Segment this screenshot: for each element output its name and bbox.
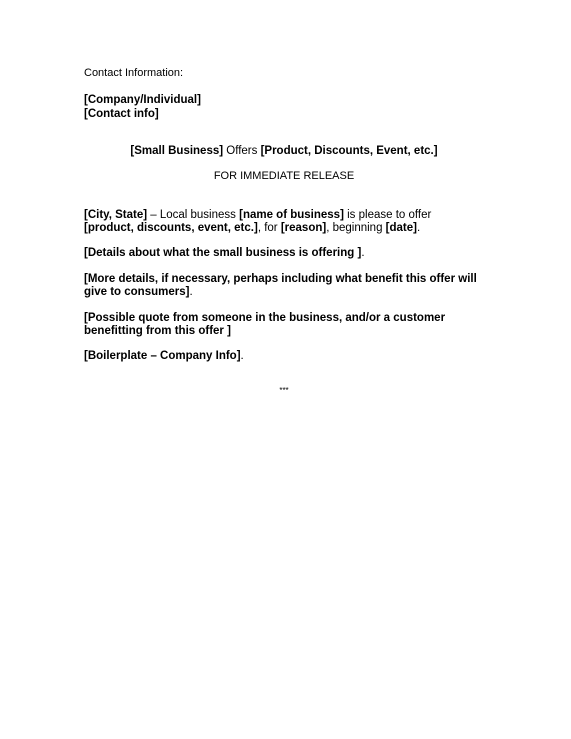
- end-marker: ***: [279, 386, 289, 395]
- intro-text-5: .: [416, 222, 421, 234]
- paragraph-quote: [84, 312, 484, 338]
- paragraph-details: [84, 247, 484, 260]
- contact-info-placeholder: [Contact info]: [84, 108, 159, 120]
- headline-offers: Offers: [223, 145, 261, 157]
- contact-block: [84, 93, 201, 121]
- headline-business: [Small Business]: [130, 145, 224, 157]
- headline-product: [Product, Discounts, Event, etc.]: [260, 145, 438, 157]
- quote-text: [Possible quote from someone in the business, and/or a customer benefitting from this offer ]: [84, 312, 446, 337]
- boilerplate-end: .: [240, 350, 244, 362]
- details-end: .: [361, 247, 365, 259]
- more-details-text: [More details, if necessary, perhaps including what benefit this offer will give to consumers]: [84, 273, 477, 298]
- release-line: FOR IMMEDIATE RELEASE: [213, 170, 355, 182]
- boilerplate-text: [Boilerplate – Company Info]: [84, 350, 241, 362]
- paragraph-more-details: [84, 273, 484, 299]
- offer-reason: [reason]: [280, 222, 327, 234]
- details-text: [Details about what the small business is offering ]: [84, 247, 362, 259]
- business-name: [name of business]: [239, 209, 344, 221]
- paragraph-intro: [84, 209, 484, 235]
- offer-date: [date]: [385, 222, 417, 234]
- intro-text-4: , beginning: [326, 222, 386, 234]
- city-state: [City, State]: [84, 209, 148, 221]
- paragraph-boilerplate: [84, 350, 484, 363]
- intro-text-3: , for: [257, 222, 281, 234]
- company-placeholder: [Company/Individual]: [84, 94, 201, 106]
- headline: [84, 145, 484, 157]
- intro-text-1: – Local business: [147, 209, 240, 221]
- offer-product: [product, discounts, event, etc.]: [84, 222, 258, 234]
- more-details-end: .: [189, 286, 193, 298]
- intro-text-2: is please to offer: [343, 209, 432, 221]
- contact-information-label: Contact Information:: [84, 67, 184, 79]
